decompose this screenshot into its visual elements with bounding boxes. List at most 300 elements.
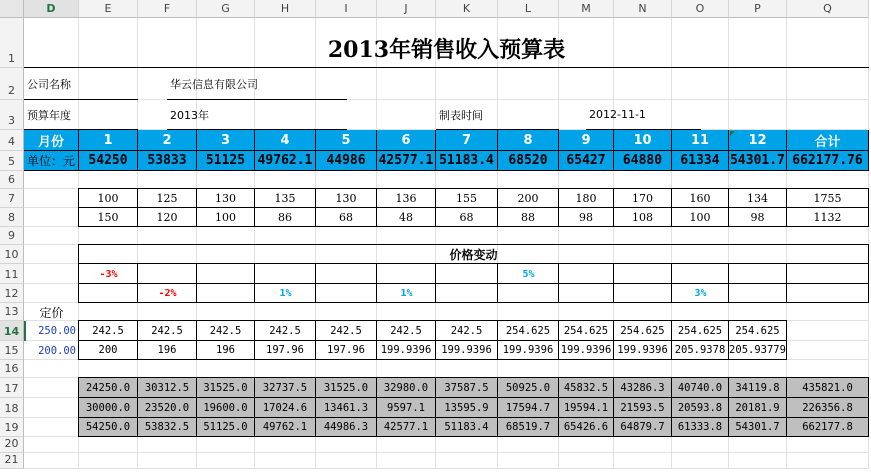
table-border <box>78 320 79 360</box>
row-header-15[interactable]: 15 <box>0 341 24 360</box>
month-header-2[interactable]: 2 <box>138 130 197 151</box>
row-header-18[interactable]: 18 <box>0 398 24 418</box>
sheet-cell[interactable] <box>559 360 614 378</box>
price-change-cell[interactable] <box>559 264 614 284</box>
sheet-cell[interactable] <box>614 303 672 321</box>
company-label[interactable]: 公司名称 <box>24 68 138 100</box>
row-header-2[interactable]: 2 <box>0 68 24 100</box>
price-change-cell[interactable] <box>559 284 614 303</box>
unit-value[interactable]: 662177.76 <box>787 151 869 171</box>
month-header-1[interactable]: 1 <box>79 130 138 151</box>
unit-price-row14-cell[interactable]: 242.5 <box>255 321 316 341</box>
revenue-row17-cell[interactable]: 24250.0 <box>79 378 138 398</box>
revenue-row19-cell[interactable]: 54250.0 <box>79 418 138 437</box>
sheet-cell[interactable] <box>672 453 729 469</box>
quantity-row7-cell[interactable]: 170 <box>614 189 672 208</box>
sheet-cell[interactable] <box>729 171 787 189</box>
revenue-row18-cell[interactable]: 13595.9 <box>436 398 498 418</box>
sheet-cell[interactable] <box>24 208 79 227</box>
column-header-I[interactable]: I <box>316 0 377 18</box>
unit-price-row14-cell[interactable]: 242.5 <box>436 321 498 341</box>
sheet-cell[interactable] <box>138 227 197 245</box>
column-header-O[interactable]: O <box>672 0 729 18</box>
row-header-19[interactable]: 19 <box>0 418 24 437</box>
sheet-cell[interactable] <box>377 68 436 100</box>
sheet-cell[interactable] <box>197 303 255 321</box>
unit-value[interactable]: 42577.1 <box>377 151 436 171</box>
quantity-row7-cell[interactable]: 200 <box>498 189 559 208</box>
unit-value[interactable]: 65427 <box>559 151 614 171</box>
column-header-N[interactable]: N <box>614 0 672 18</box>
sheet-cell[interactable] <box>436 303 498 321</box>
sheet-cell[interactable] <box>79 303 138 321</box>
unit-price-row14-cell[interactable]: 254.625 <box>498 321 559 341</box>
sheet-cell[interactable] <box>672 171 729 189</box>
table-border <box>79 188 869 189</box>
revenue-row18-cell[interactable]: 19594.1 <box>559 398 614 418</box>
sheet-cell[interactable] <box>255 453 316 469</box>
sheet-cell[interactable] <box>316 453 377 469</box>
quantity-row8-cell[interactable]: 100 <box>672 208 729 227</box>
price-change-h12[interactable]: 1% <box>279 288 292 299</box>
sheet-cell[interactable] <box>316 227 377 245</box>
price-change-cell[interactable] <box>197 264 255 284</box>
sheet-cell[interactable] <box>729 227 787 245</box>
month-header-10[interactable]: 10 <box>614 130 672 151</box>
sheet-cell[interactable] <box>316 171 377 189</box>
sheet-title[interactable]: 2013年销售收入预算表 <box>24 18 869 68</box>
revenue-row17-cell[interactable]: 45832.5 <box>559 378 614 398</box>
sheet-cell[interactable] <box>316 303 377 321</box>
sheet-cell[interactable] <box>498 453 559 469</box>
sheet-cell[interactable] <box>377 100 436 130</box>
sheet-cell[interactable] <box>787 437 869 453</box>
sheet-cell[interactable] <box>79 171 138 189</box>
revenue-row18-cell[interactable]: 17024.6 <box>255 398 316 418</box>
sheet-cell[interactable] <box>79 227 138 245</box>
unit-price-row15-cell[interactable]: 200 <box>79 341 138 360</box>
unit-price-row14-cell[interactable]: 254.625 <box>729 321 787 341</box>
sheet-cell[interactable] <box>436 171 498 189</box>
unit-price-row15-cell[interactable]: 196 <box>138 341 197 360</box>
sheet-cell[interactable] <box>24 264 79 284</box>
sheet-cell[interactable] <box>138 360 197 378</box>
revenue-row18-cell[interactable]: 21593.5 <box>614 398 672 418</box>
revenue-row19-cell[interactable]: 61333.8 <box>672 418 729 437</box>
sheet-cell[interactable] <box>255 227 316 245</box>
quantity-row7-cell[interactable]: 134 <box>729 189 787 208</box>
column-header-J[interactable]: J <box>377 0 436 18</box>
sheet-cell[interactable] <box>672 227 729 245</box>
sheet-cell[interactable] <box>255 360 316 378</box>
row-header-20[interactable]: 20 <box>0 437 24 453</box>
sheet-cell[interactable] <box>787 171 869 189</box>
sheet-cell[interactable] <box>729 68 787 100</box>
month-header-11[interactable]: 11 <box>672 130 729 151</box>
price-change-cell[interactable] <box>316 264 377 284</box>
sheet-cell[interactable] <box>498 437 559 453</box>
sheet-cell[interactable] <box>498 68 559 100</box>
sheet-cell[interactable] <box>24 360 79 378</box>
unit-price-row14-cell[interactable]: 254.625 <box>672 321 729 341</box>
row-header-3[interactable]: 3 <box>0 100 24 130</box>
unit-price-row15-cell[interactable]: 205.93779 <box>729 341 787 360</box>
price-change-cell[interactable] <box>729 284 787 303</box>
sheet-cell[interactable] <box>24 378 79 398</box>
active-cell-marker <box>24 321 26 341</box>
row-header-10[interactable]: 10 <box>0 245 24 264</box>
revenue-row17-cell[interactable]: 34119.8 <box>729 378 787 398</box>
sheet-cell[interactable] <box>79 453 138 469</box>
revenue-row18-cell[interactable]: 19600.0 <box>197 398 255 418</box>
price-change-cell[interactable] <box>614 264 672 284</box>
column-header-F[interactable]: F <box>138 0 197 18</box>
sheet-cell[interactable] <box>672 68 729 100</box>
sheet-cell[interactable] <box>316 360 377 378</box>
unit-price-row14-cell[interactable]: 242.5 <box>138 321 197 341</box>
unit-price-row14-cell[interactable]: 242.5 <box>316 321 377 341</box>
sheet-cell[interactable] <box>24 418 79 437</box>
sheet-cell[interactable] <box>672 360 729 378</box>
sheet-cell[interactable] <box>377 227 436 245</box>
revenue-row17-cell[interactable]: 31525.0 <box>197 378 255 398</box>
revenue-row18-cell[interactable]: 20593.8 <box>672 398 729 418</box>
revenue-row18-cell[interactable]: 17594.7 <box>498 398 559 418</box>
sheet-cell[interactable] <box>729 100 787 130</box>
revenue-row17-cell[interactable]: 32980.0 <box>377 378 436 398</box>
month-header-7[interactable]: 7 <box>436 130 498 151</box>
sheet-cell[interactable] <box>559 227 614 245</box>
month-header-total[interactable]: 合计 <box>787 130 869 151</box>
sheet-cell[interactable] <box>377 171 436 189</box>
column-header-L[interactable]: L <box>498 0 559 18</box>
revenue-row19-cell[interactable]: 662177.8 <box>787 418 869 437</box>
unit-price-row15-cell[interactable]: 196 <box>197 341 255 360</box>
price-1[interactable]: 250.00 <box>38 325 76 337</box>
price-change-cell[interactable] <box>787 264 869 284</box>
unit-label[interactable]: 单位：元 <box>24 151 79 171</box>
row-header-21[interactable]: 21 <box>0 453 24 469</box>
sheet-cell[interactable] <box>436 227 498 245</box>
sheet-cell[interactable] <box>787 360 869 378</box>
sheet-cell[interactable] <box>377 360 436 378</box>
unit-value[interactable]: 53833 <box>138 151 197 171</box>
unit-value[interactable]: 51125 <box>197 151 255 171</box>
price-change-cell[interactable] <box>79 284 138 303</box>
revenue-row19-cell[interactable]: 65426.6 <box>559 418 614 437</box>
sheet-cell[interactable] <box>197 171 255 189</box>
month-header-5[interactable]: 5 <box>316 130 377 151</box>
revenue-row19-cell[interactable]: 44986.3 <box>316 418 377 437</box>
sheet-cell[interactable] <box>197 360 255 378</box>
price-change-cell[interactable] <box>729 264 787 284</box>
row-header-16[interactable]: 16 <box>0 360 24 378</box>
price-change-cell[interactable] <box>672 264 729 284</box>
sheet-cell[interactable] <box>138 171 197 189</box>
sheet-cell[interactable] <box>559 453 614 469</box>
row-header-8[interactable]: 8 <box>0 208 24 227</box>
sheet-cell[interactable] <box>24 245 79 264</box>
unit-value[interactable]: 44986 <box>316 151 377 171</box>
sheet-cell[interactable] <box>614 360 672 378</box>
sheet-cell[interactable] <box>255 171 316 189</box>
revenue-row19-cell[interactable]: 54301.7 <box>729 418 787 437</box>
revenue-row17-cell[interactable]: 435821.0 <box>787 378 869 398</box>
table-border <box>79 377 869 378</box>
sheet-cell[interactable] <box>498 227 559 245</box>
sheet-cell[interactable] <box>614 171 672 189</box>
quantity-row7-cell[interactable]: 160 <box>672 189 729 208</box>
quantity-row8-cell[interactable]: 120 <box>138 208 197 227</box>
sheet-cell[interactable] <box>559 437 614 453</box>
price-change-cell[interactable] <box>436 284 498 303</box>
month-header-12[interactable]: 12 <box>729 130 787 151</box>
sheet-cell[interactable] <box>787 100 869 130</box>
revenue-row17-cell[interactable]: 32737.5 <box>255 378 316 398</box>
sheet-cell[interactable] <box>255 437 316 453</box>
revenue-row17-cell[interactable]: 31525.0 <box>316 378 377 398</box>
price-label[interactable]: 定价 <box>39 305 64 320</box>
sheet-cell[interactable] <box>138 303 197 321</box>
revenue-row18-cell[interactable]: 30000.0 <box>79 398 138 418</box>
unit-price-row14-cell[interactable]: 254.625 <box>559 321 614 341</box>
revenue-row17-cell[interactable]: 40740.0 <box>672 378 729 398</box>
revenue-row19-cell[interactable]: 53832.5 <box>138 418 197 437</box>
sheet-cell[interactable] <box>559 68 614 100</box>
row-header-14[interactable]: 14 <box>0 321 24 341</box>
revenue-row18-cell[interactable]: 13461.3 <box>316 398 377 418</box>
row-header-5[interactable]: 5 <box>0 151 24 171</box>
sheet-cell[interactable] <box>24 171 79 189</box>
year-label[interactable]: 预算年度 <box>24 100 138 130</box>
row-header-9[interactable]: 9 <box>0 227 24 245</box>
sheet-cell[interactable] <box>436 68 498 100</box>
row-header-17[interactable]: 17 <box>0 378 24 398</box>
unit-value[interactable]: 54250 <box>79 151 138 171</box>
sheet-cell[interactable] <box>24 453 79 469</box>
sheet-cell[interactable] <box>436 453 498 469</box>
sheet-cell[interactable] <box>787 321 869 341</box>
revenue-row18-cell[interactable]: 226356.8 <box>787 398 869 418</box>
sheet-cell[interactable] <box>79 437 138 453</box>
sheet-cell[interactable] <box>787 341 869 360</box>
revenue-row17-cell[interactable]: 30312.5 <box>138 378 197 398</box>
sheet-cell[interactable] <box>24 227 79 245</box>
unit-price-row14-cell[interactable]: 242.5 <box>79 321 138 341</box>
price-change-o12[interactable]: 3% <box>694 288 707 299</box>
unit-price-row15-cell[interactable]: 199.9396 <box>377 341 436 360</box>
price-change-cell[interactable] <box>197 284 255 303</box>
column-header-Q[interactable]: Q <box>787 0 869 18</box>
column-header-P[interactable]: P <box>729 0 787 18</box>
price-change-j12[interactable]: 1% <box>400 288 413 299</box>
month-header-8[interactable]: 8 <box>498 130 559 151</box>
sheet-cell[interactable] <box>559 171 614 189</box>
month-header-9[interactable]: 9 <box>559 130 614 151</box>
quantity-row7-cell[interactable]: 130 <box>197 189 255 208</box>
revenue-row19-cell[interactable]: 64879.7 <box>614 418 672 437</box>
sheet-cell[interactable] <box>316 437 377 453</box>
select-all-corner[interactable] <box>0 0 24 18</box>
price-change-cell[interactable] <box>138 264 197 284</box>
revenue-row19-cell[interactable]: 42577.1 <box>377 418 436 437</box>
revenue-row19-cell[interactable]: 51183.4 <box>436 418 498 437</box>
sheet-cell[interactable] <box>672 437 729 453</box>
row-header-1[interactable]: 1 <box>0 18 24 68</box>
sheet-cell[interactable] <box>729 303 787 321</box>
quantity-row7-cell[interactable]: 180 <box>559 189 614 208</box>
sheet-cell[interactable] <box>24 437 79 453</box>
column-header-G[interactable]: G <box>197 0 255 18</box>
revenue-row18-cell[interactable]: 20181.9 <box>729 398 787 418</box>
revenue-row19-cell[interactable]: 49762.1 <box>255 418 316 437</box>
quantity-row7-cell[interactable]: 100 <box>79 189 138 208</box>
quantity-row8-cell[interactable]: 68 <box>436 208 498 227</box>
unit-value[interactable]: 68520 <box>498 151 559 171</box>
sheet-cell[interactable] <box>614 68 672 100</box>
price-change-cell[interactable] <box>787 284 869 303</box>
revenue-row19-cell[interactable]: 68519.7 <box>498 418 559 437</box>
price-2[interactable]: 200.00 <box>38 344 76 357</box>
sheet-cell[interactable] <box>672 303 729 321</box>
row-header-11[interactable]: 11 <box>0 264 24 284</box>
unit-value[interactable]: 49762.1 <box>255 151 316 171</box>
unit-price-row14-cell[interactable]: 242.5 <box>197 321 255 341</box>
revenue-row18-cell[interactable]: 9597.1 <box>377 398 436 418</box>
price-change-e11[interactable]: -3% <box>99 268 118 280</box>
unit-price-row14-cell[interactable]: 254.625 <box>614 321 672 341</box>
sheet-cell[interactable] <box>729 360 787 378</box>
sheet-cell[interactable] <box>787 303 869 321</box>
unit-value[interactable]: 51183.4 <box>436 151 498 171</box>
unit-value[interactable]: 54301.7 <box>729 151 787 171</box>
table-border <box>78 188 79 227</box>
row-header-12[interactable]: 12 <box>0 284 24 303</box>
sheet-cell[interactable] <box>24 398 79 418</box>
sheet-cell[interactable] <box>614 453 672 469</box>
sheet-cell[interactable] <box>79 360 138 378</box>
quantity-row8-cell[interactable]: 88 <box>498 208 559 227</box>
column-header-D[interactable]: D <box>24 0 79 18</box>
sheet-cell[interactable] <box>197 453 255 469</box>
year-value[interactable]: 2013年 <box>167 100 347 130</box>
price-change-l11[interactable]: 5% <box>522 268 535 280</box>
sheet-cell[interactable] <box>787 68 869 100</box>
price-change-cell[interactable] <box>614 284 672 303</box>
quantity-row7-cell[interactable]: 1755 <box>787 189 869 208</box>
sheet-cell[interactable] <box>614 437 672 453</box>
quantity-row8-cell[interactable]: 86 <box>255 208 316 227</box>
quantity-row8-cell[interactable]: 108 <box>614 208 672 227</box>
month-header-6[interactable]: 6 <box>377 130 436 151</box>
quantity-row8-cell[interactable]: 98 <box>559 208 614 227</box>
quantity-row7-cell[interactable]: 130 <box>316 189 377 208</box>
row-header-7[interactable]: 7 <box>0 189 24 208</box>
table-border <box>79 320 787 321</box>
row-header-4[interactable]: 4 <box>0 130 24 151</box>
date-value[interactable]: 2012-11-1 <box>586 100 701 130</box>
date-label[interactable]: 制表时间 <box>436 100 559 130</box>
sheet-cell[interactable] <box>787 227 869 245</box>
quantity-row8-cell[interactable]: 98 <box>729 208 787 227</box>
unit-price-row15-cell[interactable]: 197.96 <box>316 341 377 360</box>
quantity-row8-cell[interactable]: 48 <box>377 208 436 227</box>
sheet-cell[interactable] <box>197 227 255 245</box>
sheet-cell[interactable] <box>436 437 498 453</box>
row-header-13[interactable]: 13 <box>0 303 24 321</box>
sheet-cell[interactable] <box>498 171 559 189</box>
unit-price-row15-cell[interactable]: 197.96 <box>255 341 316 360</box>
quantity-row8-cell[interactable]: 68 <box>316 208 377 227</box>
unit-price-row15-cell[interactable]: 199.9396 <box>614 341 672 360</box>
sheet-cell[interactable] <box>436 360 498 378</box>
unit-price-row14-cell[interactable]: 242.5 <box>377 321 436 341</box>
row-header-6[interactable]: 6 <box>0 171 24 189</box>
sheet-cell[interactable] <box>614 227 672 245</box>
sheet-cell[interactable] <box>559 303 614 321</box>
column-header-M[interactable]: M <box>559 0 614 18</box>
price-change-cell[interactable] <box>377 264 436 284</box>
column-header-K[interactable]: K <box>436 0 498 18</box>
sheet-cell[interactable] <box>138 453 197 469</box>
column-header-E[interactable]: E <box>79 0 138 18</box>
month-header-label[interactable]: 月份 <box>24 130 79 151</box>
price-change-cell[interactable] <box>436 264 498 284</box>
unit-value[interactable]: 61334 <box>672 151 729 171</box>
sheet-cell[interactable] <box>498 360 559 378</box>
price-change-cell[interactable] <box>498 284 559 303</box>
sheet-cell[interactable] <box>377 437 436 453</box>
column-header-H[interactable]: H <box>255 0 316 18</box>
sheet-cell[interactable] <box>377 453 436 469</box>
price-change-f12[interactable]: -2% <box>158 288 177 299</box>
unit-value[interactable]: 64880 <box>614 151 672 171</box>
sheet-cell[interactable] <box>377 303 436 321</box>
quantity-row8-cell[interactable]: 150 <box>79 208 138 227</box>
sheet-cell[interactable] <box>729 437 787 453</box>
quantity-row7-cell[interactable]: 136 <box>377 189 436 208</box>
sheet-cell[interactable] <box>24 284 79 303</box>
sheet-cell[interactable] <box>255 303 316 321</box>
sheet-cell[interactable] <box>787 453 869 469</box>
sheet-cell[interactable] <box>197 437 255 453</box>
revenue-row17-cell[interactable]: 37587.5 <box>436 378 498 398</box>
month-header-4[interactable]: 4 <box>255 130 316 151</box>
quantity-row8-cell[interactable]: 100 <box>197 208 255 227</box>
sheet-cell[interactable] <box>498 303 559 321</box>
month-header-3[interactable]: 3 <box>197 130 255 151</box>
unit-price-row15-cell[interactable]: 199.9396 <box>436 341 498 360</box>
revenue-row19-cell[interactable]: 51125.0 <box>197 418 255 437</box>
company-name[interactable]: 华云信息有限公司 <box>167 68 347 100</box>
unit-price-row15-cell[interactable]: 199.9396 <box>498 341 559 360</box>
unit-price-row15-cell[interactable]: 205.9378 <box>672 341 729 360</box>
sheet-cell[interactable] <box>138 437 197 453</box>
quantity-row8-cell[interactable]: 1132 <box>787 208 869 227</box>
price-change-cell[interactable] <box>316 284 377 303</box>
sheet-cell[interactable] <box>24 189 79 208</box>
unit-price-row15-cell[interactable]: 199.9396 <box>559 341 614 360</box>
price-change-cell[interactable] <box>255 264 316 284</box>
revenue-row17-cell[interactable]: 43286.3 <box>614 378 672 398</box>
quantity-row7-cell[interactable]: 135 <box>255 189 316 208</box>
quantity-row7-cell[interactable]: 155 <box>436 189 498 208</box>
price-change-title[interactable]: 价格变动 <box>79 245 869 264</box>
quantity-row7-cell[interactable]: 125 <box>138 189 197 208</box>
revenue-row18-cell[interactable]: 23520.0 <box>138 398 197 418</box>
revenue-row17-cell[interactable]: 50925.0 <box>498 378 559 398</box>
sheet-cell[interactable] <box>729 453 787 469</box>
